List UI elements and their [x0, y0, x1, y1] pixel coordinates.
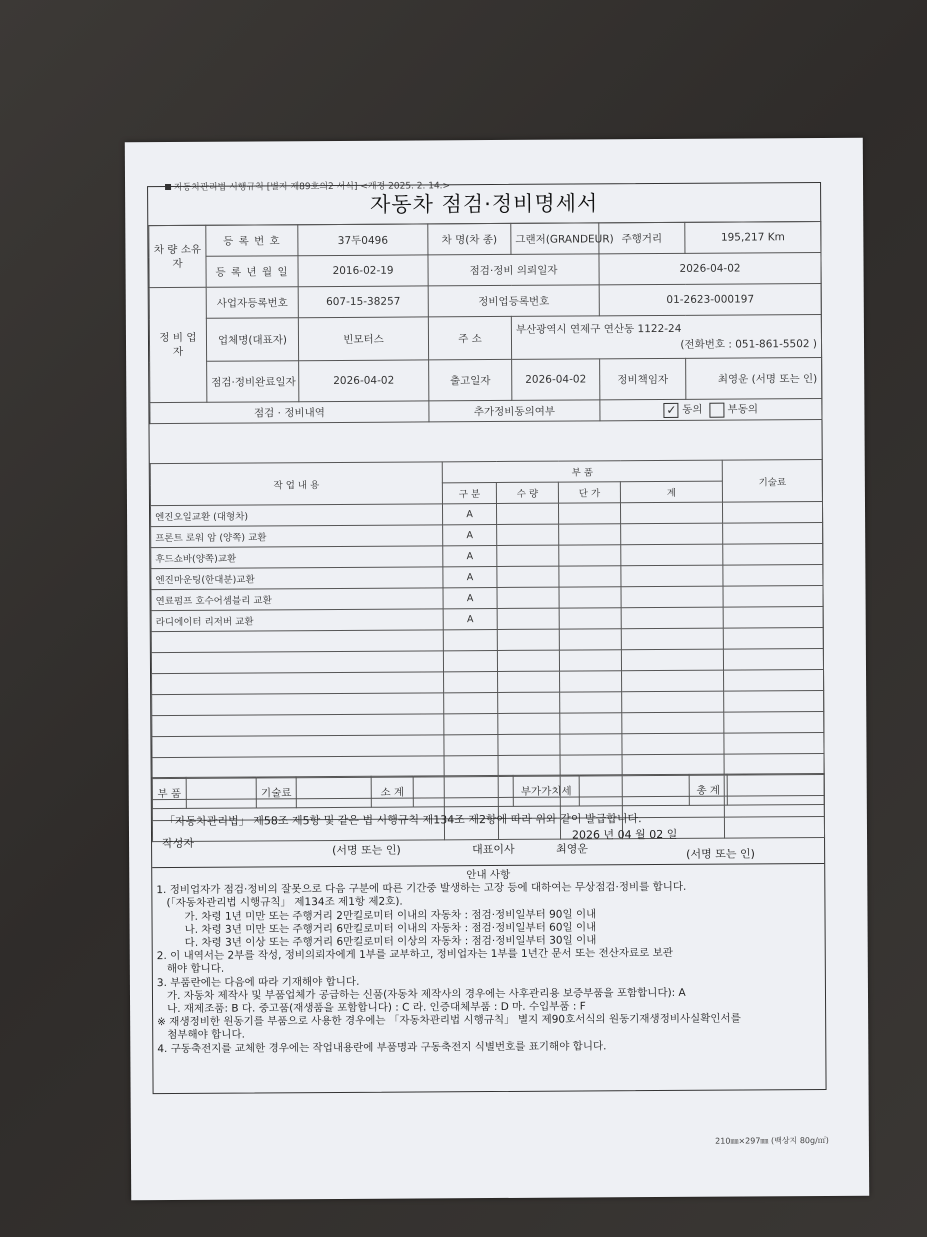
- item-total: [622, 733, 724, 755]
- grand-total-value: [727, 774, 824, 806]
- item-labor: [724, 733, 824, 755]
- ceo-sign: (서명 또는 인): [686, 847, 755, 861]
- item-qty: [497, 650, 559, 671]
- item-total: [621, 544, 723, 566]
- item-qty: [498, 671, 560, 692]
- biz-no-value: 607-15-38257: [298, 286, 428, 318]
- col-work: 작 업 내 용: [150, 462, 442, 506]
- item-unit-price: [560, 671, 622, 692]
- item-kind: A: [443, 566, 497, 587]
- item-work: [152, 714, 444, 737]
- item-kind: [444, 755, 498, 776]
- vat-label: 부가가치세: [513, 775, 579, 806]
- shop-section-label: 정 비 업 자: [149, 287, 207, 402]
- address-label: 주 소: [428, 316, 511, 360]
- document-page: [125, 138, 869, 1200]
- item-kind: [443, 650, 497, 671]
- note-line: ※ 재생정비한 원동기를 부품으로 사용한 경우에는 「자동차관리법 시행규칙」 별지 제90호서식의 원동기재생정비사실확인서를: [157, 1012, 741, 1029]
- totals-labor-label: 기술료: [256, 777, 296, 808]
- item-qty: [498, 692, 560, 713]
- release-date-label: 출고일자: [429, 359, 512, 401]
- item-unit-price: [560, 755, 622, 776]
- item-qty: [498, 755, 560, 776]
- cert-statement: 「자동차관리법」 제58조 제5항 및 같은 법 시행규칙 제134조 제2항에 따라 위와 같이 발급합니다.: [163, 812, 642, 829]
- item-kind: [444, 692, 498, 713]
- manager-label: 정비책임자: [600, 358, 686, 400]
- totals-parts-value: [186, 777, 256, 808]
- shop-reg-label: 정비업등록번호: [428, 285, 599, 317]
- reg-date-value: 2016-02-19: [298, 255, 428, 287]
- shop-reg-value: 01-2623-000197: [599, 284, 821, 316]
- item-unit-price: [560, 713, 622, 734]
- reg-date-label: 등 록 년 월 일: [206, 256, 298, 288]
- item-unit-price: [559, 524, 621, 545]
- item-qty: [497, 545, 559, 566]
- grand-total-label: 총 계: [689, 774, 727, 805]
- item-work: 엔진마운팅(한대분)교환: [151, 567, 443, 590]
- cert-date: 2026 년 04 월 02 일: [571, 827, 678, 842]
- note-line: 2. 이 내역서는 2부를 작성, 정비의뢰자에게 1부를 교부하고, 정비업자는 1부를 1년간 문서 또는 전산자료로 보관: [156, 947, 673, 963]
- disagree-label: 부동의: [727, 403, 759, 416]
- item-unit-price: [559, 629, 621, 650]
- item-total: [621, 607, 723, 629]
- item-work: 프론트 로워 암 (양쪽) 교환: [151, 525, 443, 548]
- item-total: [621, 565, 723, 587]
- writer-sign: (서명 또는 인): [332, 843, 401, 858]
- consent-label: 추가정비동의여부: [429, 400, 600, 422]
- ceo-name: 최영운: [556, 842, 589, 856]
- item-labor: [724, 754, 824, 776]
- item-unit-price: [559, 608, 621, 629]
- item-work: [152, 735, 444, 758]
- address-value: 부산광역시 연제구 연산동 1122-24: [515, 322, 682, 336]
- subtotal-label: 소 계: [371, 776, 413, 807]
- item-unit-price: [560, 692, 622, 713]
- mileage-label: 주행거리: [599, 222, 685, 254]
- subtotal-value: [413, 775, 513, 807]
- item-total: [621, 586, 723, 608]
- item-labor: [723, 628, 823, 650]
- item-work: [151, 651, 443, 674]
- item-unit-price: [560, 734, 622, 755]
- request-date-label: 점검·정비 의뢰일자: [428, 254, 599, 286]
- item-labor: [723, 565, 823, 587]
- col-labor: 기술료: [722, 460, 822, 503]
- phone-value: (전화번호 : 051-861-5502 ): [680, 338, 818, 351]
- item-labor: [724, 712, 824, 734]
- item-total: [622, 754, 724, 776]
- note-line: (「자동차관리법 시행규칙」 제134조 제1항 제2호).: [166, 895, 403, 910]
- writer-label: 작성자: [162, 836, 194, 851]
- item-labor: [723, 649, 823, 671]
- item-work: 엔진오일교환 (대형차): [150, 504, 442, 527]
- item-qty: [498, 713, 560, 734]
- note-line: 3. 부품란에는 다음에 따라 기재해야 합니다.: [156, 975, 360, 989]
- col-parts: 부 품: [442, 460, 722, 483]
- item-qty: [498, 734, 560, 755]
- item-work: [151, 630, 443, 653]
- model-label: 차 명(차 종): [428, 223, 511, 255]
- item-kind: [444, 734, 498, 755]
- item-unit-price: [559, 545, 621, 566]
- item-qty: [497, 587, 559, 608]
- mileage-value: 195,217 Km: [685, 222, 821, 254]
- item-kind: [443, 629, 497, 650]
- reg-no-value: 37두0496: [298, 224, 428, 256]
- item-total: [621, 649, 723, 671]
- item-kind: [444, 713, 498, 734]
- model-value: 그랜저(GRANDEUR): [511, 223, 599, 255]
- note-line: 해야 합니다.: [166, 963, 225, 976]
- note-line: 가. 자동차 제작사 및 부품업체가 공급하는 신품(자동차 제작사의 경우에는 사후관리용 보증부품을 포함합니다): A: [166, 986, 686, 1002]
- note-line: 다. 차령 3년 이상 또는 주행거리 6만킬로미터 이상의 자동차 : 점검·정비일부터 30일 이내: [184, 934, 597, 949]
- complete-date-value: 2026-04-02: [299, 360, 429, 402]
- ceo-label: 대표이사: [472, 842, 515, 857]
- details-label: 점검 · 정비내역: [150, 401, 429, 424]
- shop-name-label: 업체명(대표자): [206, 318, 298, 362]
- note-line: 나. 재제조품: B 다. 중고품(재생품을 포함합니다) : C 라. 인증대체부품 : D 마. 수입부품 : F: [167, 1000, 586, 1016]
- item-labor: [723, 544, 823, 566]
- agree-checkbox[interactable]: ✓: [664, 403, 679, 418]
- form-frame: [147, 182, 827, 1094]
- item-work: 후드쇼바(양쪽)교환: [151, 546, 443, 569]
- document-title: 자동차 점검·정비명세서: [148, 183, 820, 226]
- item-total: [621, 523, 723, 545]
- item-qty: [497, 524, 559, 545]
- col-qty: 수 량: [496, 482, 558, 503]
- item-labor: [724, 670, 824, 692]
- item-kind: A: [442, 504, 496, 525]
- totals-table: [152, 773, 825, 809]
- note-line: 가. 차령 1년 미만 또는 주행거리 2만킬로미터 이내의 자동차 : 점검·정비일부터 90일 이내: [184, 908, 597, 923]
- complete-date-label: 점검·정비완료일자: [207, 361, 299, 403]
- item-kind: [444, 671, 498, 692]
- item-labor: [723, 607, 823, 629]
- biz-no-label: 사업자등록번호: [206, 287, 298, 319]
- item-qty: [497, 566, 559, 587]
- shop-name-value: 빈모터스: [298, 317, 428, 361]
- item-total: [622, 670, 724, 692]
- vat-value: [579, 774, 689, 806]
- manager-value: 최영운 (서명 또는 인): [686, 358, 822, 400]
- item-work: 라디에이터 리저버 교환: [151, 609, 443, 632]
- col-kind: 구 분: [442, 483, 496, 504]
- item-total: [620, 502, 722, 524]
- consent-options: [600, 399, 822, 421]
- item-labor: [723, 523, 823, 545]
- item-kind: A: [443, 524, 497, 545]
- note-line: 4. 구동축전지를 교체한 경우에는 작업내용란에 부품명과 구동축전지 식별번호를 표기해야 합니다.: [157, 1039, 607, 1055]
- item-labor: [723, 586, 823, 608]
- notes-title: 안내 사항: [466, 868, 511, 882]
- col-unit-price: 단 가: [558, 482, 620, 503]
- owner-section-label: 차 량 소유자: [149, 225, 206, 287]
- item-unit-price: [559, 650, 621, 671]
- totals-parts-label: 부 품: [152, 777, 186, 808]
- release-date-value: 2026-04-02: [512, 359, 600, 401]
- note-line: 1. 정비업자가 점검·정비의 잘못으로 다음 구분에 따른 기간중 발생하는 고장 등에 대하여는 무상점검·정비를 합니다.: [156, 881, 687, 897]
- item-work: [152, 693, 444, 716]
- item-work: 연료펌프 호수어셈블리 교환: [151, 588, 443, 611]
- item-total: [622, 712, 724, 734]
- guidance-notes: [156, 867, 821, 1056]
- note-line: 첨부해야 합니다.: [167, 1028, 245, 1042]
- note-line: 나. 차령 3년 미만 또는 주행거리 6만킬로미터 이내의 자동차 : 점검·정비일부터 60일 이내: [184, 921, 597, 936]
- certification-block: [152, 805, 824, 868]
- item-work: [152, 672, 444, 695]
- form-header-note: 자동차관리법 시행규칙 [별지 제89호의2 서식] <개정 2025. 2. 14.>: [165, 178, 450, 193]
- item-unit-price: [558, 503, 620, 524]
- address-cell: [511, 315, 821, 360]
- item-labor: [722, 502, 822, 524]
- disagree-checkbox[interactable]: [709, 402, 724, 417]
- info-table: [148, 221, 822, 424]
- item-total: [621, 628, 723, 650]
- item-qty: [497, 608, 559, 629]
- item-total: [622, 691, 724, 713]
- item-unit-price: [559, 587, 621, 608]
- item-kind: A: [443, 608, 497, 629]
- agree-label: 동의: [682, 403, 703, 417]
- item-kind: A: [443, 587, 497, 608]
- paper-size-note: 210㎜×297㎜ (백상지 80g/㎡): [715, 1135, 829, 1146]
- item-qty: [497, 629, 559, 650]
- item-unit-price: [559, 566, 621, 587]
- col-total: 계: [620, 481, 722, 503]
- item-kind: A: [443, 545, 497, 566]
- item-labor: [724, 691, 824, 713]
- reg-no-label: 등 록 번 호: [206, 225, 298, 257]
- totals-labor-value: [296, 776, 371, 807]
- request-date-value: 2026-04-02: [599, 253, 821, 285]
- item-qty: [496, 503, 558, 524]
